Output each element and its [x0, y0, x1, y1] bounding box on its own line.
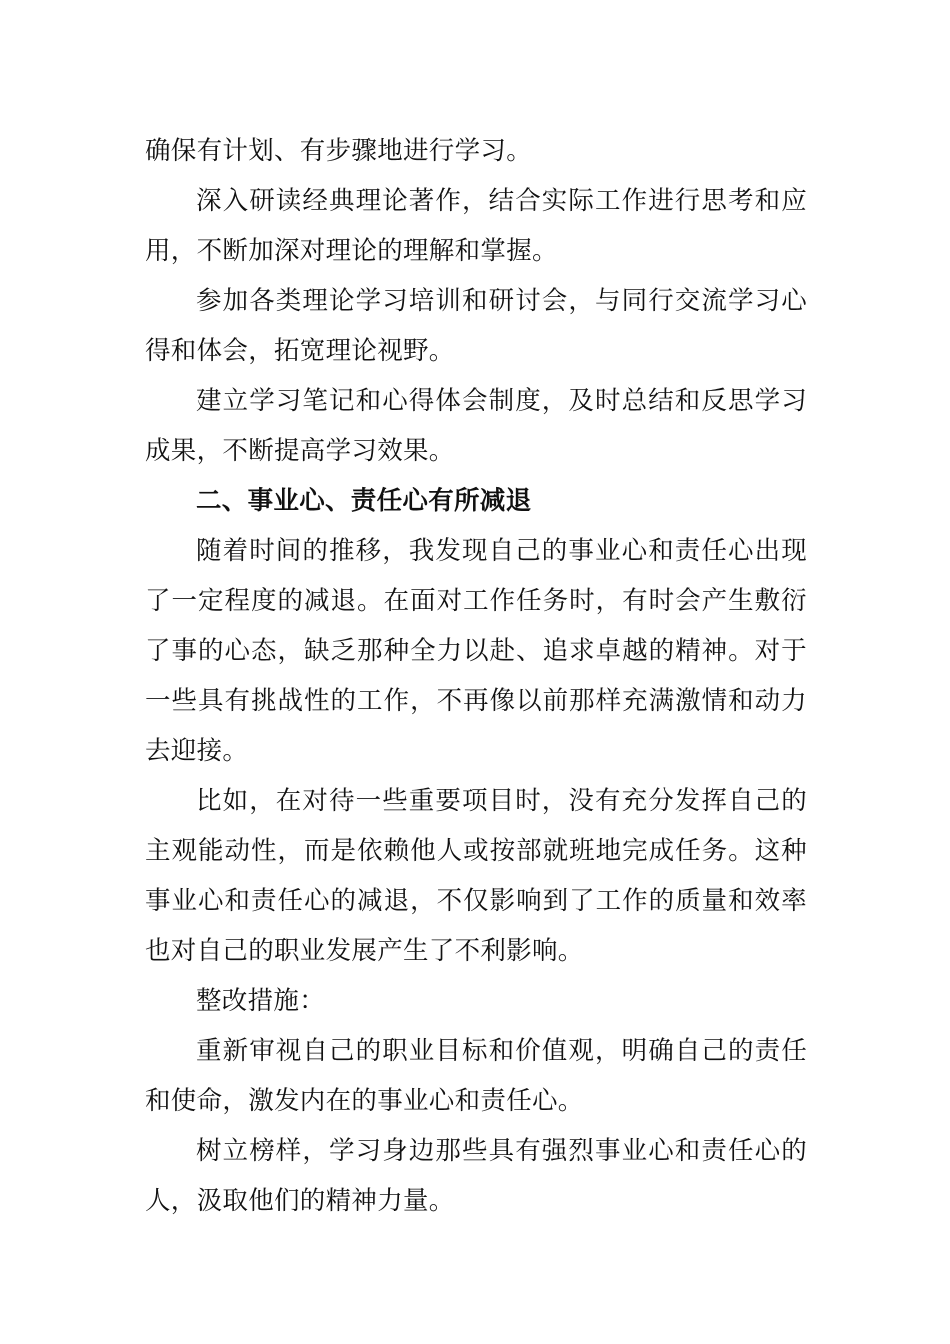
paragraph-reexamine: 重新审视自己的职业目标和价值观，明确自己的责任和使命，激发内在的事业心和责任心。	[145, 1036, 807, 1116]
paragraph-notes: 建立学习笔记和心得体会制度，及时总结和反思学习成果，不断提高学习效果。	[145, 386, 807, 466]
paragraph-decline: 随着时间的推移，我发现自己的事业心和责任心出现了一定程度的减退。在面对工作任务时，有时会产生敷衍了事的心态，缺乏那种全力以赴、追求卓越的精神。对于一些具有挑战性的工作，不再像以前那样充满激情和动力去迎接。	[145, 536, 807, 766]
section-heading: 二、事业心、责任心有所减退	[196, 486, 532, 516]
paragraph-study-classics: 深入研读经典理论著作，结合实际工作进行思考和应用，不断加深对理论的理解和掌握。	[145, 186, 807, 266]
document-body	[145, 126, 807, 1226]
paragraph-example: 比如，在对待一些重要项目时，没有充分发挥自己的主观能动性，而是依赖他人或按部就班地完成任务。这种事业心和责任心的减退，不仅影响到了工作的质量和效率也对自己的职业发展产生了不利影响。	[145, 786, 807, 966]
paragraph-training: 参加各类理论学习培训和研讨会，与同行交流学习心得和体会，拓宽理论视野。	[145, 286, 807, 366]
paragraph-role-model: 树立榜样，学习身边那些具有强烈事业心和责任心的人，汲取他们的精神力量。	[145, 1136, 807, 1216]
paragraph-measures-label: 整改措施：	[196, 986, 326, 1016]
paragraph-continuation: 确保有计划、有步骤地进行学习。	[145, 136, 533, 166]
